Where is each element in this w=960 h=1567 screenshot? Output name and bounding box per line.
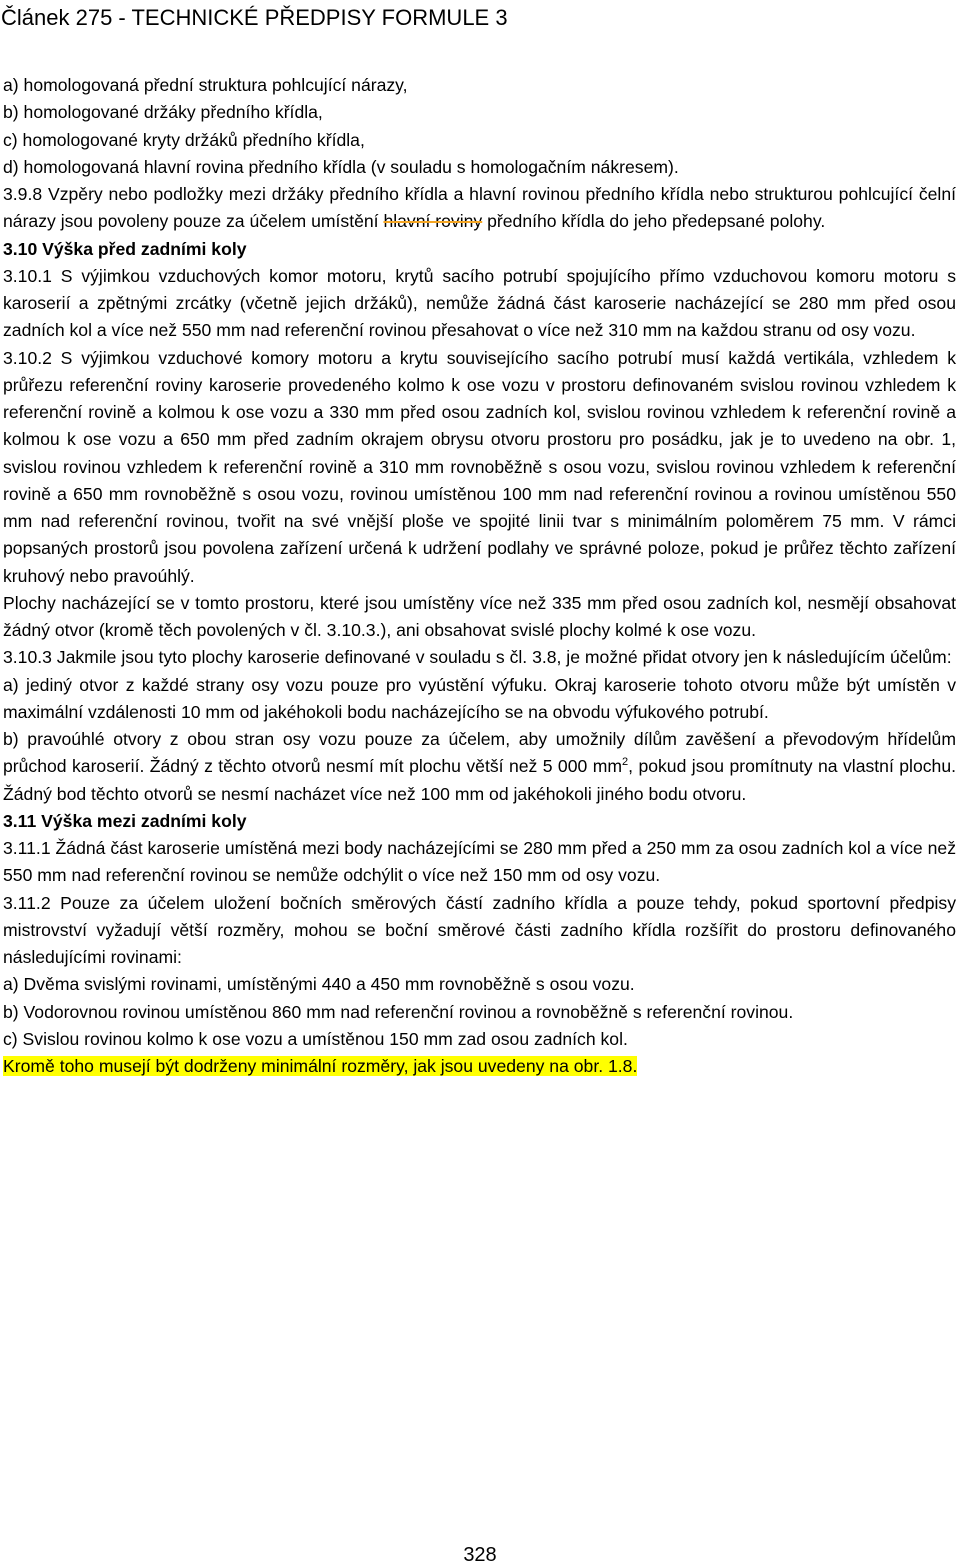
paragraph-3-9-8 — [3, 181, 956, 236]
paragraph-3-10-3: 3.10.3 Jakmile jsou tyto plochy karoserie definované v souladu s čl. 3.8, je možné přidat otvory jen k následujícím účelům: — [3, 647, 952, 668]
paragraph-3-10-3-b — [3, 726, 956, 808]
paragraph-3-11-2-a: a) Dvěma svislými rovinami, umístěnými 440 a 450 mm rovnoběžně s osou vozu. — [3, 974, 635, 995]
highlighted-text: Kromě toho musejí být dodrženy minimální rozměry, jak jsou uvedeny na obr. 1.8. — [3, 1056, 638, 1076]
paragraph-3-11-2-c: c) Svislou rovinou kolmo k ose vozu a umístěnou 150 mm zad osou zadních kol. — [3, 1028, 628, 1049]
list-item: c) homologované kryty držáků předního křídla, — [3, 129, 365, 150]
article-body — [3, 72, 956, 1080]
paragraph-3-10-3-a: a) jediný otvor z každé strany osy vozu pouze pro vyústění výfuku. Okraj karoserie tohoto otvoru může být umístěn v maximální vzdálenosti 10 mm od jakéhokoli bodu nacházejícího se na obvodu výfukového potrubí. — [3, 674, 956, 722]
paragraph-plochy: Plochy nacházející se v tomto prostoru, které jsou umístěny více než 335 mm před osou zadních kol, nesmějí obsahovat žádný otvor (kromě těch povolených v čl. 3.10.3.), ani obsahovat svislé plochy kolmé k ose vozu. — [3, 592, 956, 640]
page-number: 328 — [463, 1544, 497, 1566]
list-item: d) homologovaná hlavní rovina předního křídla (v souladu s homologačním nákresem). — [3, 156, 679, 177]
section-heading-3-10: 3.10 Výška před zadními koly — [3, 238, 247, 259]
list-item: b) homologované držáky předního křídla, — [3, 102, 323, 123]
paragraph-3-10-1: 3.10.1 S výjimkou vzduchových komor motoru, krytů sacího potrubí spojujícího přímo vzduchovou komoru motoru s karoserií a zpětnými zrcátky (včetně jejich držáků), nemůže žádná část karoserie nacházející se 280 mm před osou zadních kol a více než 550 mm nad referenční rovinou přesahovat o více než 310 mm na každou stranu od osy vozu. — [3, 265, 956, 341]
list-item: a) homologovaná přední struktura pohlcující nárazy, — [3, 75, 408, 95]
paragraph-text: b) pravoúhlé otvory z obou stran osy vozu pouze za účelem, aby umožnily dílům zavěšení a převodovým hřídelům průchod karoserií. Žádný z těchto otvorů nesmí mít plochu větší než 5 000 mm — [3, 729, 956, 777]
paragraph-3-11-2: 3.11.2 Pouze za účelem uložení bočních směrových částí zadního křídla a pouze tehdy, pokud sportovní předpisy mistrovství vyžadují větší rozměry, mohou se boční směrové části zadního křídla rozšířit do prostoru definovaného následujícími rovinami: — [3, 892, 956, 967]
superscript: 2 — [622, 756, 629, 769]
paragraph-text: předního křídla do jeho předepsané polohy. — [482, 211, 826, 232]
highlighted-paragraph — [3, 1053, 956, 1080]
paragraph-text: 3.9.8 Vzpěry nebo podložky mezi držáky předního křídla a hlavní rovinou předního křídla nebo strukturou pohlcující čelní nárazy jsou povoleny pouze za účelem umístění — [3, 184, 956, 232]
struck-text: hlavní roviny — [383, 211, 483, 232]
section-heading-3-11: 3.11 Výška mezi zadními koly — [3, 810, 247, 831]
paragraph-3-10-2: 3.10.2 S výjimkou vzduchové komory motoru a krytu souvisejícího sacího potrubí musí každá vertikála, vzhledem k průřezu referenční roviny karoserie provedeného kolmo k ose vozu v prostoru definovaném svislou rovinou vzhledem k referenční rovině a kolmou k ose vozu a 330 mm před osou zadních kol, svislou rovinou vzhledem k referenční rovině a kolmou k ose vozu a 650 mm před zadním okrajem obrysu otvoru prostoru pro posádku, jak je to uvedeno na obr. 1, svislou rovinou vzhledem k referenční rovině a 310 mm rovnoběžně s osou vozu, svislou rovinou vzhledem k referenční rovině a 650 mm rovnoběžně s osou vozu, rovinou umístěnou 100 mm nad referenční rovinou a rovinou umístěnou 550 mm nad referenční rovinou, tvořit na své vnější ploše ve spojité linii tvar s minimálním poloměrem 75 mm. V rámci popsaných prostorů jsou povolena zařízení určená k udržení podlahy ve správné poloze, pokud je průřez těchto zařízení kruhový nebo pravoúhlý. — [3, 347, 956, 586]
paragraph-3-11-2-b: b) Vodorovnou rovinou umístěnou 860 mm nad referenční rovinou a rovnoběžně s referenční rovinou. — [3, 1001, 794, 1022]
paragraph-3-11-1: 3.11.1 Žádná část karoserie umístěná mezi body nacházejícími se 280 mm před a 250 mm za osou zadních kol a více než 550 mm nad referenční rovinou se nemůže odchýlit o více než 150 mm od osy vozu. — [3, 838, 956, 886]
paragraph-text: , pokud jsou promítnuty na vlastní plochu. Žádný bod těchto otvorů se nesmí nacházet více než 100 mm od jakéhokoli jiného bodu otvoru. — [3, 756, 956, 804]
page-title: Článek 275 - TECHNICKÉ PŘEDPISY FORMULE 3 — [1, 5, 508, 30]
